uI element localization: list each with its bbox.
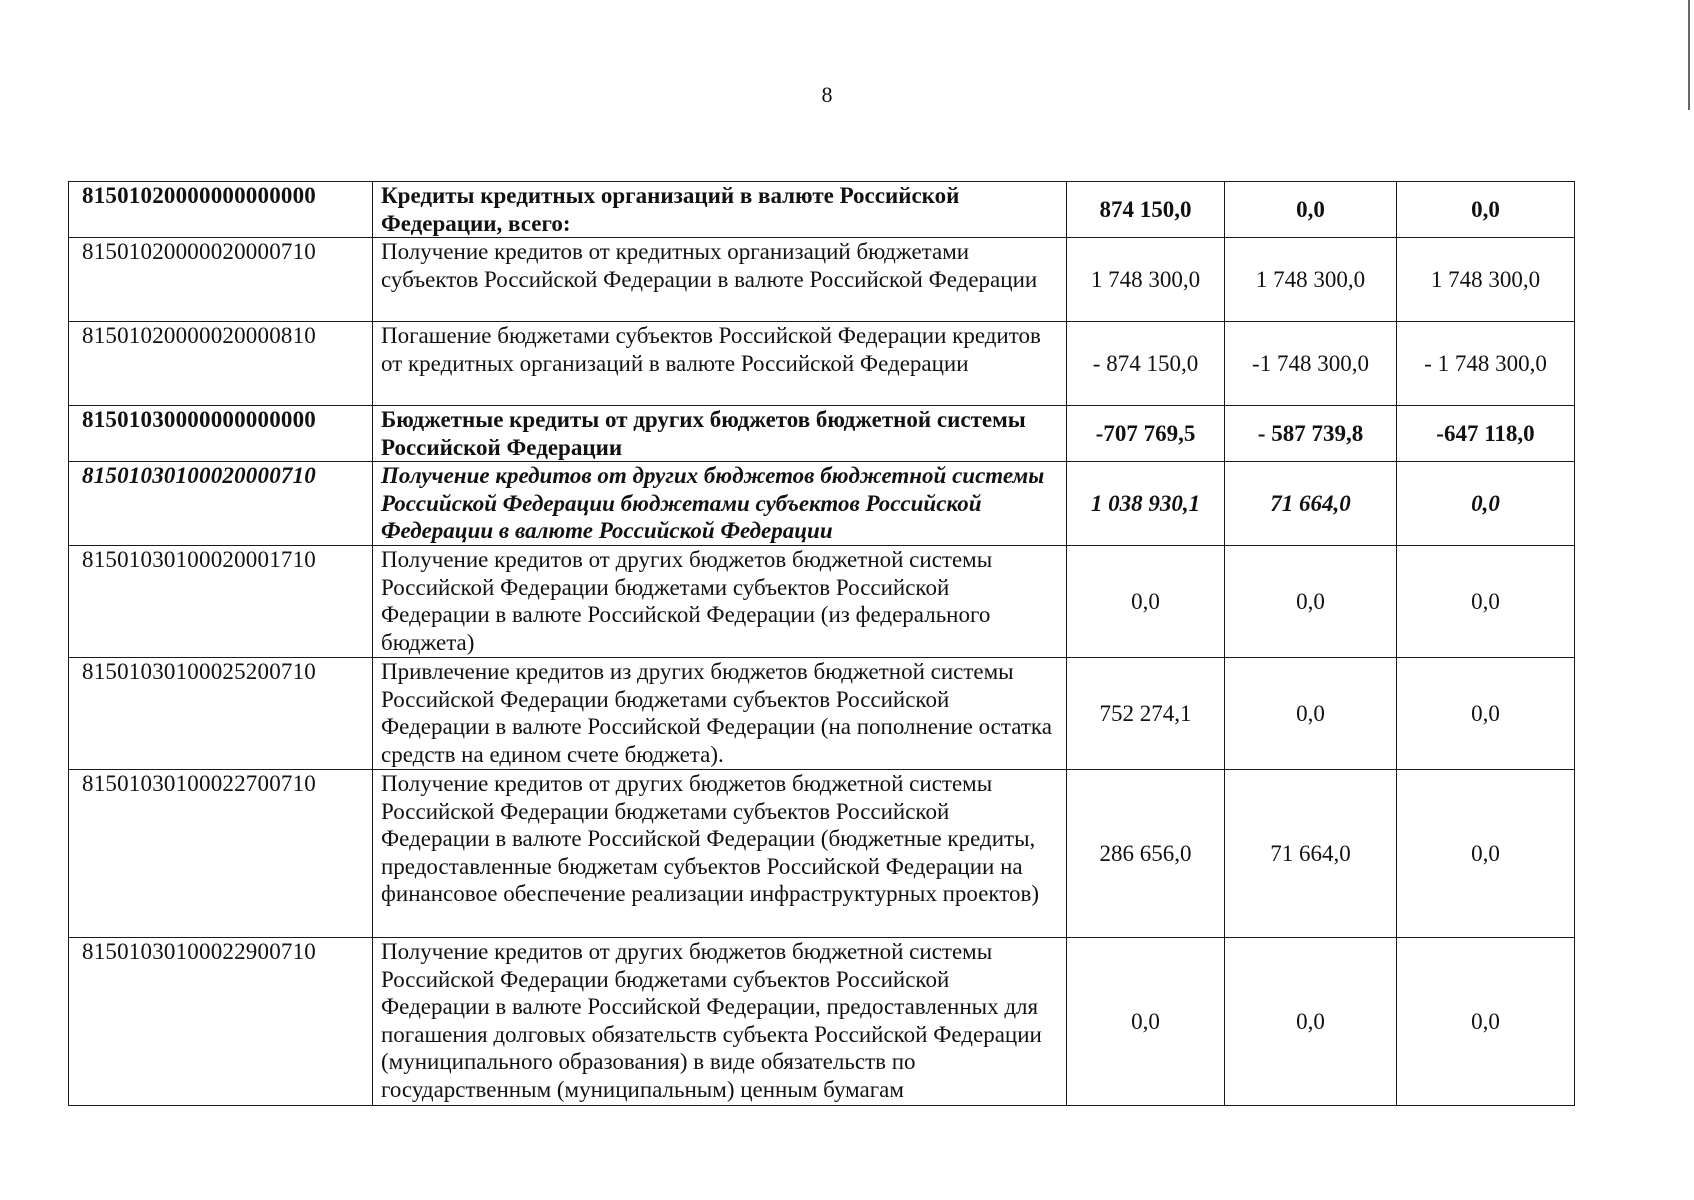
table-row: [69, 238, 1575, 322]
amount-year3-cell: 0,0: [1397, 770, 1575, 938]
amount-year2-cell: - 587 739,8: [1225, 406, 1397, 462]
table-row: [69, 546, 1575, 658]
amount-year2-cell: -1 748 300,0: [1225, 322, 1397, 406]
amount-year1-cell: 1 748 300,0: [1067, 238, 1225, 322]
budget-code-cell: 81501030100022700710: [69, 770, 373, 938]
amount-year3-cell: 0,0: [1397, 938, 1575, 1106]
amount-year1-cell: - 874 150,0: [1067, 322, 1225, 406]
amount-year3-cell: -647 118,0: [1397, 406, 1575, 462]
table-row: [69, 462, 1575, 546]
description-cell: Кредиты кредитных организаций в валюте Российской Федерации, всего:: [373, 182, 1067, 238]
amount-year3-cell: 0,0: [1397, 462, 1575, 546]
description-cell: Погашение бюджетами субъектов Российской Федерации кредитов от кредитных организаций в валюте Российской Федерации: [373, 322, 1067, 406]
amount-year1-cell: 0,0: [1067, 546, 1225, 658]
amount-year2-cell: 0,0: [1225, 546, 1397, 658]
budget-sources-table: [68, 181, 1575, 1106]
budget-code-cell: 81501030000000000000: [69, 406, 373, 462]
table-row: [69, 658, 1575, 770]
table-row: [69, 406, 1575, 462]
table-row: [69, 322, 1575, 406]
description-cell: Получение кредитов от кредитных организаций бюджетами субъектов Российской Федерации в валюте Российской Федерации: [373, 238, 1067, 322]
amount-year3-cell: 0,0: [1397, 182, 1575, 238]
amount-year2-cell: 71 664,0: [1225, 770, 1397, 938]
description-cell: Привлечение кредитов из других бюджетов бюджетной системы Российской Федерации бюджетами субъектов Российской Федерации в валюте Российской Федерации (на пополнение остатка средств на едином счете бюджета).: [373, 658, 1067, 770]
amount-year3-cell: 0,0: [1397, 546, 1575, 658]
amount-year2-cell: 1 748 300,0: [1225, 238, 1397, 322]
budget-code-cell: 81501030100020001710: [69, 546, 373, 658]
description-cell: Получение кредитов от других бюджетов бюджетной системы Российской Федерации бюджетами субъектов Российской Федерации в валюте Российской Федерации (бюджетные кредиты, предоставленные бюджетам субъектов Российской Федерации на финансовое обеспечение реализации инфраструктурных проектов): [373, 770, 1067, 938]
amount-year2-cell: 71 664,0: [1225, 462, 1397, 546]
description-cell: Бюджетные кредиты от других бюджетов бюджетной системы Российской Федерации: [373, 406, 1067, 462]
budget-code-cell: 81501020000020000810: [69, 322, 373, 406]
amount-year1-cell: 1 038 930,1: [1067, 462, 1225, 546]
scan-edge-line: [1688, 0, 1690, 110]
table-row: [69, 182, 1575, 238]
description-cell: Получение кредитов от других бюджетов бюджетной системы Российской Федерации бюджетами субъектов Российской Федерации в валюте Российской Федерации (из федерального бюджета): [373, 546, 1067, 658]
amount-year3-cell: 1 748 300,0: [1397, 238, 1575, 322]
description-cell: Получение кредитов от других бюджетов бюджетной системы Российской Федерации бюджетами субъектов Российской Федерации в валюте Российской Федерации: [373, 462, 1067, 546]
description-cell: Получение кредитов от других бюджетов бюджетной системы Российской Федерации бюджетами субъектов Российской Федерации в валюте Российской Федерации, предоставленных для погашения долговых обязательств субъекта Российской Федерации (муниципального образования) в виде обязательств по государственным (муниципальным) ценным бумагам: [373, 938, 1067, 1106]
amount-year1-cell: 752 274,1: [1067, 658, 1225, 770]
budget-code-cell: 81501030100022900710: [69, 938, 373, 1106]
amount-year1-cell: 874 150,0: [1067, 182, 1225, 238]
amount-year2-cell: 0,0: [1225, 658, 1397, 770]
budget-code-cell: 81501030100025200710: [69, 658, 373, 770]
amount-year2-cell: 0,0: [1225, 182, 1397, 238]
amount-year3-cell: - 1 748 300,0: [1397, 322, 1575, 406]
amount-year1-cell: 0,0: [1067, 938, 1225, 1106]
amount-year3-cell: 0,0: [1397, 658, 1575, 770]
table-row: [69, 770, 1575, 938]
amount-year1-cell: 286 656,0: [1067, 770, 1225, 938]
page-number: 8: [821, 82, 833, 107]
table-row: [69, 938, 1575, 1106]
amount-year1-cell: -707 769,5: [1067, 406, 1225, 462]
budget-code-cell: 81501020000020000710: [69, 238, 373, 322]
budget-code-cell: 81501030100020000710: [69, 462, 373, 546]
budget-code-cell: 81501020000000000000: [69, 182, 373, 238]
amount-year2-cell: 0,0: [1225, 938, 1397, 1106]
